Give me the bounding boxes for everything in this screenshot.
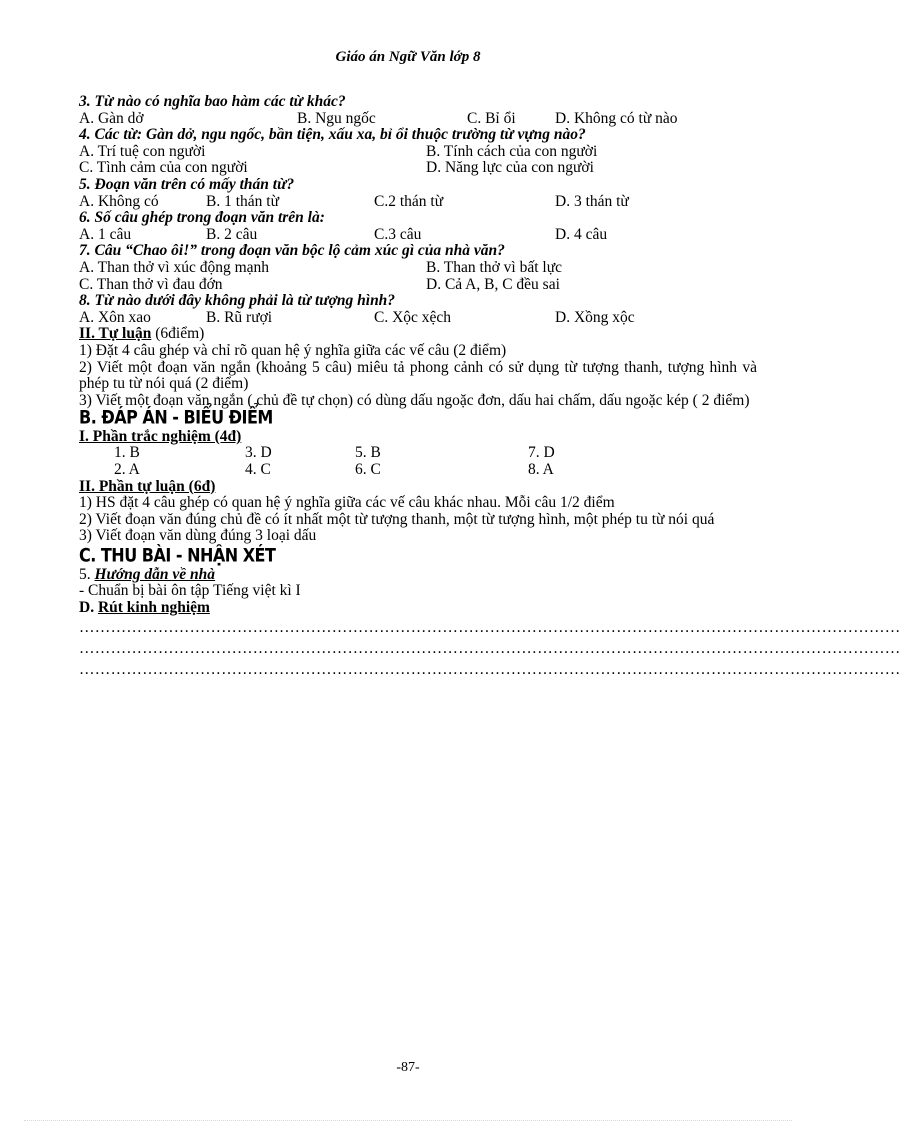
- section-d-heading-line: [79, 600, 757, 617]
- question-8: 8. Từ nào dưới đây không phải là từ tượng hình?: [79, 292, 396, 310]
- option-a: A. Gàn dở: [79, 109, 144, 127]
- part2-item-2: 2) Viết một đoạn văn ngắn (khoảng 5 câu) miêu tả phong cảnh có sử dụng từ tượng thanh, tượng hình và phép tu từ nói quá (2 điểm): [79, 358, 757, 393]
- option-a: A. Than thở vì xúc động mạnh: [79, 258, 270, 276]
- section-c-sub-line: [79, 567, 757, 584]
- option-c: C. Than thở vì đau đớn: [79, 275, 223, 293]
- option-c: C.2 thán từ: [374, 192, 444, 210]
- answer-8: 8. A: [528, 461, 554, 479]
- page-number: -87-: [396, 1060, 420, 1075]
- document-body: [79, 93, 901, 678]
- question-3: 3. Từ nào có nghĩa bao hàm các từ khác?: [79, 93, 346, 110]
- answer-6: 6. C: [355, 461, 381, 479]
- option-a: A. Trí tuệ con người: [79, 142, 206, 160]
- option-b: B. 2 câu: [206, 225, 258, 243]
- part2-heading-line: [79, 326, 757, 343]
- section-b-sub2: II. Phần tự luận (6đ): [79, 477, 216, 495]
- option-b: B. 1 thán từ: [206, 192, 279, 210]
- question-7-options-row1: [79, 260, 757, 277]
- section-c-sub: Hướng dẫn về nhà: [94, 565, 216, 583]
- section-c-heading-line: [79, 544, 757, 567]
- section-b-heading: B. ĐÁP ÁN - BIỂU ĐIỂM: [79, 406, 273, 429]
- option-d: D. 3 thán từ: [555, 192, 629, 210]
- option-b: B. Than thở vì bất lực: [426, 258, 562, 276]
- part2-item-1: 1) Đặt 4 câu ghép và chỉ rõ quan hệ ý nghĩa giữa các vế câu (2 điểm): [79, 341, 507, 359]
- part2-heading: II. Tự luận: [79, 325, 152, 343]
- option-b: B. Rũ rượi: [206, 308, 273, 326]
- question-4-options-row1: [79, 144, 757, 161]
- section-b-heading-line: [79, 406, 757, 429]
- question-6-options: [79, 227, 757, 244]
- answer-7: 7. D: [528, 444, 555, 462]
- option-d: D. 4 câu: [555, 225, 608, 243]
- answers-row-2: [79, 462, 757, 479]
- section-b-item-3: 3) Viết đoạn văn dùng đúng 3 loại dấu: [79, 527, 317, 545]
- option-d: D. Cả A, B, C đều sai: [426, 275, 560, 293]
- section-d-heading: Rút kinh nghiệm: [97, 598, 210, 616]
- option-c: C. Xộc xệch: [374, 308, 452, 326]
- option-d: D. Xồng xộc: [555, 308, 635, 326]
- section-d-label: D.: [79, 598, 95, 616]
- section-c-item: - Chuẩn bị bài ôn tập Tiếng việt kì I: [79, 582, 301, 600]
- option-a: A. Không có: [79, 192, 159, 210]
- question-5-options: [79, 194, 757, 211]
- page-header: Giáo án Ngữ Văn lớp 8: [335, 49, 481, 65]
- section-b-sub1: I. Phần trắc nghiệm (4đ): [79, 427, 242, 445]
- question-8-options: [79, 310, 757, 327]
- notes-line-1: …………………………………………………………………………………………………………………………………………: [79, 619, 901, 637]
- question-7: 7. Câu “Chao ôi!” trong đoạn văn bộc lộ cảm xúc gì của nhà văn?: [79, 242, 505, 260]
- option-a: A. Xôn xao: [79, 308, 151, 326]
- notes-line-2: …………………………………………………………………………………………………………………………………………: [79, 640, 901, 657]
- option-c: C. Bỉ ổi: [467, 109, 516, 127]
- answer-3: 3. D: [245, 444, 272, 462]
- option-a: A. 1 câu: [79, 225, 132, 243]
- option-c: C.3 câu: [374, 225, 422, 243]
- question-5: 5. Đoạn văn trên có mấy thán từ?: [79, 175, 295, 193]
- section-b-item-2: 2) Viết đoạn văn đúng chủ đề có ít nhất một từ tượng thanh, một từ tượng hình, một phép tu từ nói quá: [79, 510, 715, 528]
- part2-item-3: 3) Viết một đoạn văn ngắn ( chủ đề tự chọn) có dùng dấu ngoặc đơn, dấu hai chấm, dấu ngoặc kép ( 2 điểm): [79, 391, 750, 409]
- answer-2: 2. A: [114, 461, 140, 479]
- answers-row-1: [79, 445, 757, 462]
- part2-points: (6điểm): [155, 325, 205, 343]
- section-c-heading: C. THU BÀI - NHẬN XÉT: [79, 544, 276, 567]
- option-d: D. Năng lực của con người: [426, 159, 594, 177]
- section-b-item-1: 1) HS đặt 4 câu ghép có quan hệ ý nghĩa giữa các vế câu khác nhau. Mỗi câu 1/2 điểm: [79, 494, 615, 512]
- notes-line-3: …………………………………………………………………………………………………………………………………………: [79, 660, 901, 678]
- question-3-options: [79, 111, 757, 128]
- question-4: 4. Các từ: Gàn dở, ngu ngốc, bần tiện, xấu xa, bỉ ổi thuộc trường từ vựng nào?: [79, 126, 586, 144]
- option-d: D. Không có từ nào: [555, 109, 678, 127]
- answer-4: 4. C: [245, 461, 271, 479]
- question-6: 6. Số câu ghép trong đoạn văn trên là:: [79, 209, 325, 227]
- option-b: B. Tính cách của con người: [426, 142, 598, 160]
- question-4-options-row2: [79, 160, 757, 177]
- option-c: C. Tình cảm của con người: [79, 159, 248, 177]
- answer-5: 5. B: [355, 444, 381, 462]
- question-7-options-row2: [79, 277, 757, 294]
- section-c-sub-number: 5.: [79, 565, 91, 583]
- page-bottom-rule: [24, 1120, 792, 1121]
- answer-1: 1. B: [114, 444, 140, 462]
- option-b: B. Ngu ngốc: [297, 109, 376, 127]
